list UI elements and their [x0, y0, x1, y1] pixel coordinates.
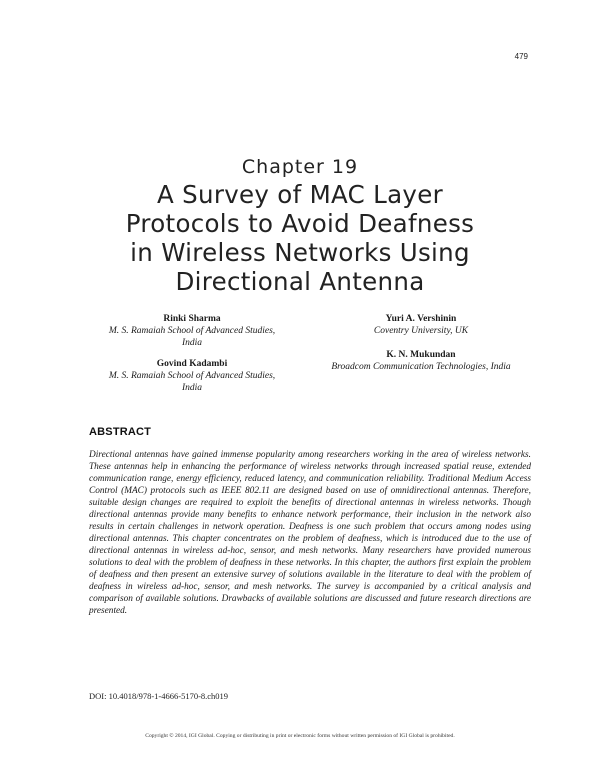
author-name: K. N. Mukundan [386, 350, 456, 360]
author-name: Govind Kadambi [156, 359, 228, 369]
author-affiliation: M. S. Ramaiah School of Advanced Studies, [108, 326, 276, 336]
author-affiliation-line2: India [181, 383, 203, 393]
chapter-title-line: Protocols to Avoid Deafness [125, 209, 475, 238]
page-number: 479 [514, 52, 528, 61]
author-affiliation-line2: India [181, 338, 203, 348]
author-block-yuri-vershinin [316, 313, 526, 337]
author-block-govind-kadambi [72, 358, 312, 394]
chapter-label: Chapter 19 [241, 156, 359, 178]
abstract-body: Directional antennas have gained immense popularity among researchers working in the area of wireless networks. These antennas help in enhancing the performance of wireless networks through increased spatial reuse, extended communication range, energy efficiency, reduced latency, and communication reliability. Traditional Medium Access Control (MAC) protocols such as IEEE 802.11 are designed based on use of omnidirectional antennas. Therefore, suitable design changes are required to exploit the benefits of directional antennas in wireless networks. Though directional antennas provide many benefits to enhance network performance, their inclusion in the network also results in certain challenges in network operation. Deafness is one such problem that occurs among nodes using directional antennas. This chapter concentrates on the problem of deafness, which is introduced due to the use of directional antennas in wireless ad-hoc, sensor, and mesh networks. Many researchers have provided numerous solutions to deal with the problem of deafness in these networks. In this chapter, the authors first explain the problem of deafness and then present an extensive survey of solutions available in the literature to deal with the problem of deafness in wireless ad-hoc, sensor, and mesh networks. The survey is accompanied by a critical analysis and comparison of available solutions. Drawbacks of available solutions are discussed and future research directions are presented. [89, 450, 531, 616]
author-name: Rinki Sharma [163, 314, 221, 324]
chapter-title [0, 180, 600, 296]
author-affiliation: Coventry University, UK [373, 326, 469, 336]
chapter-title-line: A Survey of MAC Layer [157, 180, 443, 209]
author-name: Yuri A. Vershinin [385, 314, 457, 324]
author-block-kn-mukundan [316, 349, 526, 373]
doi: DOI: 10.4018/978-1-4666-5170-8.ch019 [89, 691, 229, 701]
chapter-title-line: in Wireless Networks Using [130, 238, 470, 267]
author-block-rinki-sharma [72, 313, 312, 349]
abstract-heading: ABSTRACT [89, 426, 152, 438]
author-affiliation: M. S. Ramaiah School of Advanced Studies, [108, 371, 276, 381]
chapter-title-line: Directional Antenna [175, 267, 425, 296]
author-affiliation: Broadcom Communication Technologies, India [331, 362, 511, 372]
copyright-notice: Copyright © 2014, IGI Global. Copying or distributing in print or electronic forms without written permission of IGI Global is prohibited. [145, 733, 455, 739]
